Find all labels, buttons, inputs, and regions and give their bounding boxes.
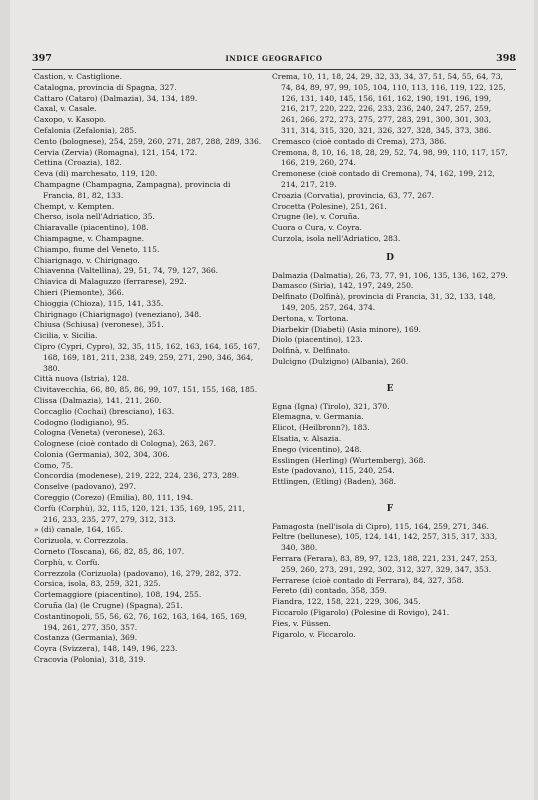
index-entry: Cremasco (cioè contado di Crema), 273, 386. (272, 136, 447, 146)
page-number-right: 398 (496, 53, 516, 64)
index-entry: Diolo (piacentino), 123. (272, 335, 363, 345)
index-entry: Egna (Igna) (Tirolo), 321, 370. (272, 401, 390, 411)
index-entry: Chiampo, fiume del Veneto, 115. (34, 244, 160, 254)
index-entry: Cuora o Cura, v. Coyra. (272, 223, 362, 233)
index-entry: Ettlingen, (Etling) (Baden), 368. (272, 477, 397, 487)
index-entry: Elsatia, v. Alsazia. (272, 433, 342, 443)
index-entry: Fiandra, 122, 158, 221, 229, 306, 345. (272, 597, 421, 607)
index-entry: Catalogna, provincia di Spagna, 327. (34, 82, 177, 92)
index-entry: Colognese (cioè contado di Cologna), 263, 267. (34, 439, 217, 449)
index-entry: Croazia (Corvatia), provincia, 63, 77, 267. (272, 190, 435, 200)
index-entry: Diarbekir (Diabeti) (Asia minore), 169. (272, 324, 421, 334)
index-entry: Chiaravalle (piacentino), 108. (34, 223, 149, 233)
entries-d (272, 271, 508, 368)
index-entry: Cettina (Croazia), 182. (34, 158, 122, 168)
index-entry: Dulcigno (Dulzigno) (Albania), 260. (272, 356, 409, 366)
index-entry: Ceva (di) marchesato, 119, 120. (34, 169, 158, 179)
index-entry: Coccaglio (Cochai) (bresciano), 163. (34, 406, 175, 416)
index-entry: Codogno (lodigiano), 95. (34, 417, 129, 427)
index-entry: Fies, v. Füssen. (272, 618, 331, 628)
section-heading-d: D (386, 252, 394, 263)
index-entry: Corsica, isola, 83, 259, 321, 325. (34, 579, 161, 589)
index-entry: Delfinato (Dolfinà), provincia di Francia, 31, 32, 133, 148, 149, 205, 257, 264, 374. (272, 292, 496, 312)
index-entry: Chiusa (Schiusa) (veronese), 351. (34, 320, 164, 330)
index-entry: Caxal, v. Casale. (34, 104, 97, 114)
index-entry: Corneto (Toscana), 66, 82, 85, 86, 107. (34, 547, 185, 557)
index-entry: Colonia (Germania), 302, 304, 306. (34, 449, 170, 459)
page-header (32, 53, 516, 67)
entries-c-continued (272, 72, 508, 245)
index-entry: Chirignago (Chiarignago) (veneziano), 348. (34, 309, 202, 319)
index-entry: Este (padovano), 115, 240, 254. (272, 466, 395, 476)
index-entry: Città nuova (Istria), 128. (34, 374, 130, 384)
index-entry: Corfù (Corphù), 32, 115, 120, 121, 135, 169, 195, 211, 216, 233, 235, 277, 279, 312, 313. (34, 503, 245, 524)
index-entry: Cipro (Cypri, Cypro), 32, 35, 115, 162, 163, 164, 165, 167, 168, 169, 181, 211, 238, 249, 259, 271, 290, 346, 364, 380. (34, 341, 260, 373)
right-column (272, 72, 508, 640)
index-entry: » (di) canale, 164, 165. (34, 525, 123, 535)
index-entry: Corizuola, v. Correzzola. (34, 536, 128, 546)
index-entry: Cicilia, v. Sicilia. (34, 331, 98, 341)
index-entry: Cremonese (cioè contado di Cremona), 74, 162, 199, 212, 214, 217, 219. (272, 169, 495, 189)
index-entry: Crugne (le), v. Coruña. (272, 212, 360, 222)
index-entry: Civitavecchia, 66, 80, 85, 86, 99, 107, 151, 155, 168, 185. (34, 385, 258, 395)
index-entry: Corphù, v. Corfù. (34, 557, 100, 567)
index-entry: Cremona, 8, 10, 16, 18, 28, 29, 52, 74, 98, 99, 110, 117, 157, 166, 219, 260, 274. (272, 147, 508, 168)
left-column (34, 72, 262, 666)
section-heading-f: F (386, 503, 394, 514)
index-entry: Dalmazia (Dalmatia), 26, 73, 77, 91, 106, 135, 136, 162, 279. (272, 270, 508, 280)
index-entry: Chiavenna (Valtellina), 29, 51, 74, 79, 127, 366. (34, 266, 219, 276)
index-entry: Dertona, v. Tortona. (272, 313, 349, 323)
index-entry: Costanza (Germania), 369. (34, 633, 138, 643)
index-entry: Elicot, (Heilbronn?), 183. (272, 423, 370, 433)
index-entry: Feltre (bellunese), 105, 124, 141, 142, 257, 315, 317, 333, 340, 380. (272, 532, 498, 553)
index-entry: Chieri (Piemonte), 366. (34, 287, 124, 297)
index-entry: Damasco (Siria), 142, 197, 249, 250. (272, 281, 414, 291)
index-entry: Cefalonia (Zefalonia), 285. (34, 125, 137, 135)
index-entry: Coreggio (Corezo) (Emilia), 80, 111, 194. (34, 493, 194, 503)
index-entry: Figarolo, v. Ficcarolo. (272, 629, 356, 639)
index-entry: Chiavica di Malaguzzo (ferrarese), 292. (34, 277, 187, 287)
page (10, 0, 534, 800)
index-entry: Ferrarese (cioè contado di Ferrara), 84, 327, 358. (272, 575, 464, 585)
index-entry: Cortemaggiore (piacentino), 108, 194, 255. (34, 590, 202, 600)
index-entry: Como, 75. (34, 460, 74, 470)
index-entry: Cattaro (Cataro) (Dalmazia), 34, 134, 189. (34, 93, 198, 103)
index-entry: Champagne (Champagna, Zampagna), provincia di Francia, 81, 82, 133. (34, 179, 231, 200)
page-number-left: 397 (32, 53, 52, 64)
index-entry: Cervia (Zervia) (Romagna), 121, 154, 172. (34, 147, 198, 157)
index-entry: Fereto (di) contado, 358, 359. (272, 586, 387, 596)
index-entry: Cento (bolognese), 254, 259, 260, 271, 287, 288, 289, 336. (34, 136, 262, 146)
index-entry: Coruña (la) (le Crugne) (Spagna), 251. (34, 601, 183, 611)
index-entry: Chempt, v. Kempten. (34, 201, 115, 211)
index-entry: Dolfinà, v. Delfinato. (272, 346, 351, 356)
index-entry: Costantinopoli, 55, 56, 62, 76, 162, 163, 164, 165, 169, 194, 261, 277, 350, 357. (34, 611, 247, 632)
index-entry: Chiarignago, v. Chirignago. (34, 255, 140, 265)
index-entry: Coyra (Svizzera), 148, 149, 196, 223. (34, 644, 178, 654)
section-heading-e: E (386, 383, 394, 394)
index-entry: Ficcarolo (Figarolo) (Polesine di Rovigo), 241. (272, 608, 450, 618)
header-rule (32, 69, 516, 70)
index-entry: Esslingen (Herling) (Wurtemberg), 368. (272, 455, 426, 465)
index-entry: Crocetta (Polesine), 251, 261. (272, 201, 387, 211)
index-entry: Famagosta (nell'isola di Cipro), 115, 164, 259, 271, 346. (272, 521, 489, 531)
index-entry: Enego (vicentino), 248. (272, 444, 362, 454)
index-entry: Castion, v. Castiglione. (34, 72, 123, 81)
index-entry: Elemagna, v. Germania. (272, 412, 364, 422)
entries-e (272, 402, 508, 488)
index-entry: Cracovia (Polonia), 318, 319. (34, 655, 146, 665)
index-entry: Cherso, isola nell'Adriatico, 35. (34, 212, 155, 222)
entries-f (272, 522, 508, 641)
index-entry: Conselve (padovano), 297. (34, 482, 137, 492)
index-entry: Chiampagne, v. Champagne. (34, 233, 145, 243)
index-entry: Crema, 10, 11, 18, 24, 29, 32, 33, 34, 37, 51, 54, 55, 64, 73, 74, 84, 89, 97, 99, 105, 104, 110, 113, 116, 119, 122, 125, 126, 131, 140, 145, 156, 161, 162, 190, 191, 196, 199, 216, 217, 220, 222, 226, 233, 236, 240, 247, 257, 259, 261, 266, 272, 273, 275, 277, 283, 291, 300, 301, 303, 311, 314, 315, 320, 321, 326, 327, 328, 345, 373, 386. (272, 72, 506, 135)
index-entry: Caxopo, v. Kasopo. (34, 115, 107, 125)
index-entry: Chioggia (Chioza), 115, 141, 335. (34, 298, 164, 308)
index-entry: Correzzola (Corizuola) (padovano), 16, 279, 282, 372. (34, 568, 242, 578)
index-entry: Concordia (modenese), 219, 222, 224, 236, 273, 289. (34, 471, 240, 481)
running-title: INDICE GEOGRAFICO (225, 54, 323, 63)
index-entry: Cologna (Veneta) (veronese), 263. (34, 428, 166, 438)
index-entry: Ferrara (Ferara), 83, 89, 97, 123, 188, 221, 231, 247, 253, 259, 260, 273, 291, 292, 302, 312, 327, 329, 347, 353. (272, 554, 498, 574)
index-entry: Clissa (Dalmazia), 141, 211, 260. (34, 395, 162, 405)
index-entry: Curzola, isola nell'Adriatico, 283. (272, 233, 401, 243)
